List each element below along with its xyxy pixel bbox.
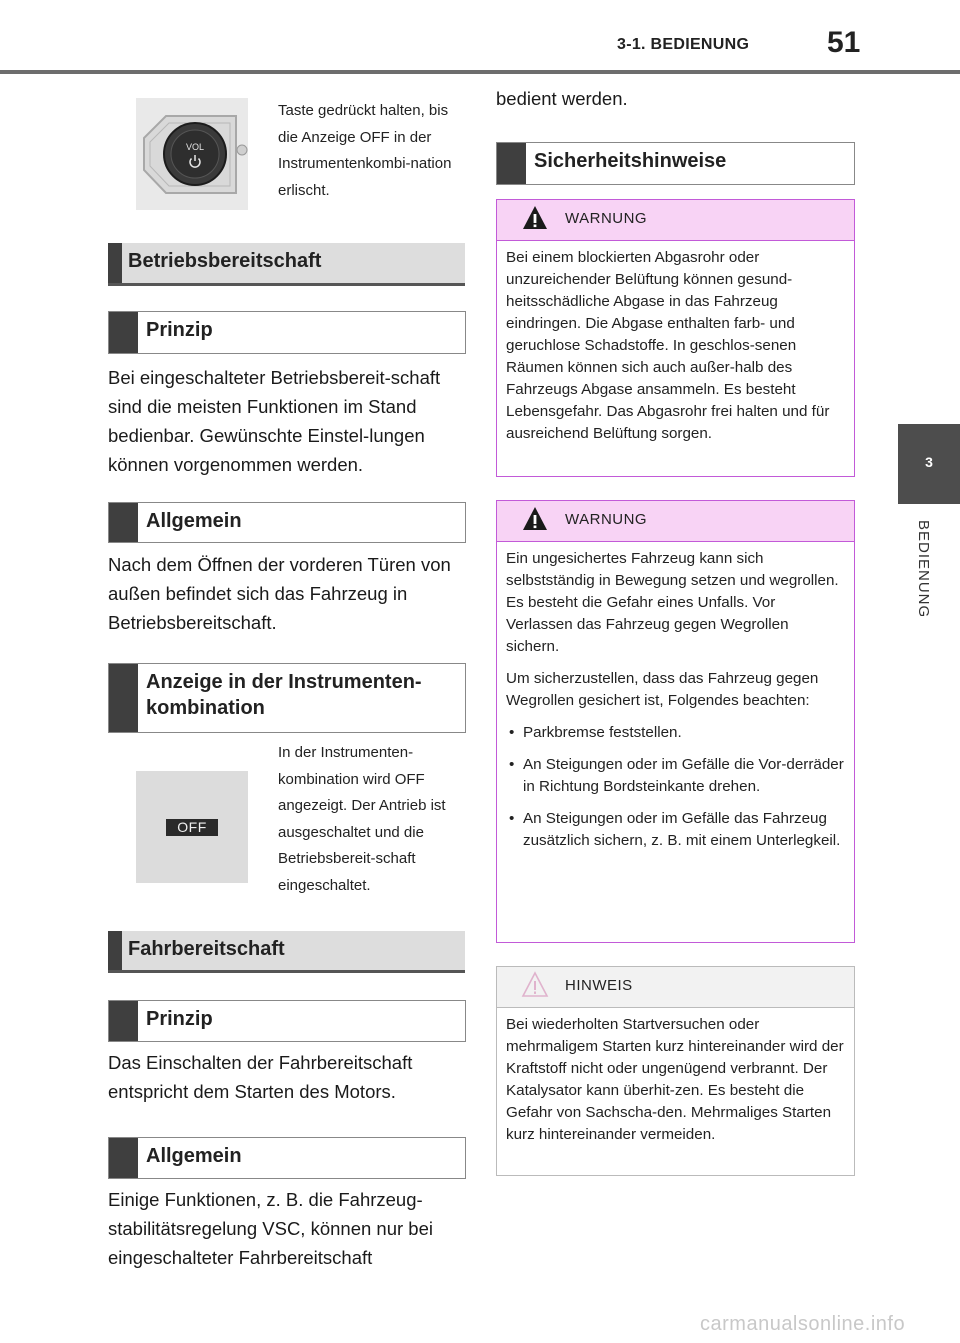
allgemein-1-text: Nach dem Öffnen der vorderen Türen von außen befindet sich das Fahrzeug in Betriebsbereitschaft. [108, 554, 451, 633]
off-display-badge: OFF [166, 819, 218, 836]
vol-label: VOL [185, 142, 205, 152]
vol-figure-caption: Taste gedrückt halten, bis die Anzeige OFF in der Instrumentenkombi-nation erlischt. [278, 102, 452, 199]
subsection-title: Sicherheitshinweise [534, 150, 727, 172]
header-rule [0, 70, 960, 74]
subsection-allgemein-2 [108, 1137, 466, 1179]
subsection-allgemein-1 [108, 502, 466, 543]
subsection-accent-bar [109, 312, 138, 353]
prinzip-2-text: Das Einschalten der Fahrbereitschaft entspricht dem Starten des Motors. [108, 1052, 413, 1102]
subsection-anzeige [108, 663, 466, 733]
band-accent-bar [108, 931, 122, 970]
hint-body [497, 1008, 854, 1156]
warning-label: WARNUNG [565, 511, 648, 528]
warning-box-2 [496, 500, 855, 943]
off-display-figure [136, 771, 248, 883]
subsection-title: Allgemein [146, 1145, 242, 1167]
subsection-title: Allgemein [146, 510, 242, 532]
warning-body [497, 542, 854, 862]
section-band-fahrbereitschaft [108, 931, 465, 973]
hint-box [496, 966, 855, 1176]
hint-text: Bei wiederholten Startversuchen oder mehrmaligem Starten kurz hintereinander wird der Kraftstoff nicht oder ungenügend verbrannt. Der Katalysator kann überhit-zen. Es besteht die Gefahr von Sachscha-den. Mehrmaliges Starten kurz hintereinander vermeiden. [506, 1016, 844, 1143]
chapter-label: BEDIENUNG [915, 520, 932, 619]
warning-header [497, 501, 854, 542]
section-band-betriebsbereitschaft [108, 243, 465, 286]
list-item: • An Steigungen oder im Gefälle das Fahrzeug zusätzlich sichern, z. B. mit einem Unterlegkeil. [506, 808, 845, 852]
warning-text: Bei einem blockierten Abgasrohr oder unzureichender Belüftung können gesund-heitsschädliche Abgase in das Fahrzeug eindringen. Die Abgase enthalten farb- und geruchlose Schadstoffe. In geschlos-senen Räumen können sich auch außer-halb des Fahrzeugs Abgase ansammeln. Es besteht Lebensgefahr. Das Abgasrohr frei halten und für ausreichend Belüftung sorgen. [506, 249, 830, 442]
prinzip-1-text: Bei eingeschalteter Betriebsbereit-schaft sind die meisten Funktionen im Stand bedienbar. Gewünschte Einstel-lungen können vorgenommen werden. [108, 367, 441, 475]
warning-box-1 [496, 199, 855, 477]
vol-button-illustration [136, 98, 248, 210]
off-figure-caption: In der Instrumenten-kombination wird OFF angezeigt. Der Antrieb ist ausgeschaltet und die Betriebsbereit-schaft eingeschaltet. [278, 744, 446, 894]
subsection-title: Anzeige in der Instrumenten-kombination [146, 671, 422, 719]
subsection-accent-bar [497, 143, 526, 184]
warning-header [497, 200, 854, 241]
continuation-text: bedient werden. [496, 88, 628, 109]
vol-button-figure [136, 98, 248, 210]
watermark: carmanualsonline.info [700, 1313, 906, 1335]
subsection-accent-bar [109, 664, 138, 732]
subsection-accent-bar [109, 1001, 138, 1041]
subsection-accent-bar [109, 1138, 138, 1178]
hint-header [497, 967, 854, 1008]
warning-text: Ein ungesichertes Fahrzeug kann sich selbstständig in Bewegung setzen und wegrollen. Es besteht die Gefahr eines Unfalls. Vor Verlassen das Fahrzeug gegen Wegrollen sichern. [506, 550, 839, 655]
caution-triangle-icon [521, 970, 549, 1000]
warning-triangle-icon [521, 203, 549, 233]
chapter-number: 3 [925, 454, 933, 470]
subsection-prinzip-1 [108, 311, 466, 354]
subsection-title: Prinzip [146, 319, 213, 341]
band-accent-bar [108, 243, 122, 283]
warning-text: Um sicherzustellen, dass das Fahrzeug gegen Wegrollen gesichert ist, Folgendes beachten: [506, 670, 819, 709]
band-title: Betriebsbereitschaft [128, 250, 322, 272]
subsection-accent-bar [109, 503, 138, 542]
chapter-tab [898, 424, 960, 504]
subsection-prinzip-2 [108, 1000, 466, 1042]
page-number: 51 [827, 26, 861, 59]
subsection-title: Prinzip [146, 1008, 213, 1030]
allgemein-2-text: Einige Funktionen, z. B. die Fahrzeug-stabilitätsregelung VSC, können nur bei eingeschalteter Fahrbereitschaft [108, 1189, 433, 1268]
warning-body [497, 241, 854, 455]
warning-triangle-icon [521, 504, 549, 534]
warning-label: WARNUNG [565, 210, 648, 227]
list-item: • Parkbremse feststellen. [506, 722, 845, 744]
list-item: • An Steigungen oder im Gefälle die Vor-derräder in Richtung Bordsteinkante drehen. [506, 754, 845, 798]
band-title: Fahrbereitschaft [128, 938, 285, 960]
subsection-sicherheitshinweise [496, 142, 855, 185]
section-heading: 3-1. BEDIENUNG [617, 36, 750, 53]
hint-label: HINWEIS [565, 977, 633, 994]
